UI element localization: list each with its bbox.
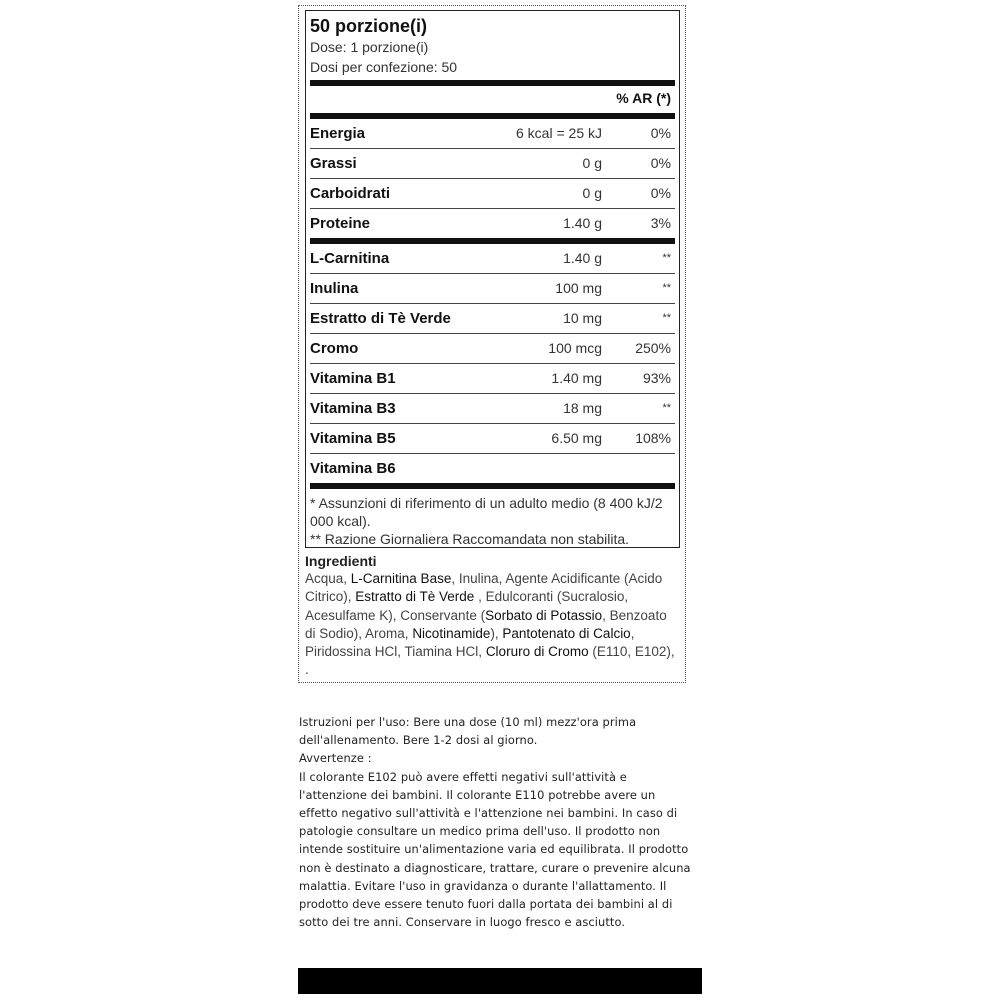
footnote-reference-intake: * Assunzioni di riferimento di un adulto medio (8 400 kJ/2 000 kcal). — [310, 495, 663, 529]
footnotes — [310, 489, 675, 548]
warnings-text: Il colorante E102 può avere effetti negativi sull'attività e l'attenzione dei bambini. Il colorante E110 potrebbe avere un effetto negativo sull'attività e l'attenzione nei bambini. In caso di patologie consultare un medico prima dell'uso. Il prodotto non intende sostituire un'alimentazione varia ed equilibrata. Il prodotto non è destinato a diagnosticare, trattare, curare o prevenire alcuna malattia. Evitare l'uso in gravidanza o durante l'allattamento. Il prodotto deve essere tenuto fuori dalla portata dei bambini al di sotto dei tre anni. Conservare in luogo fresco e asciutto. — [299, 769, 691, 930]
table-row: Carboidrati 0 g 0% — [310, 179, 675, 209]
table-row: Vitamina B3 18 mg ** — [310, 394, 675, 424]
product-info-panel — [298, 5, 686, 683]
ingredients-heading: Ingredienti — [305, 553, 377, 569]
table-row: Energia 6 kcal = 25 kJ 0% — [310, 119, 675, 149]
table-row: Vitamina B5 6.50 mg 108% — [310, 424, 675, 454]
table-row: L-Carnitina 1.40 g ** — [310, 244, 675, 274]
table-row: Proteine 1.40 g 3% — [310, 215, 671, 232]
footer-bar — [298, 968, 702, 994]
doses-per-pack-text: Dosi per confezione: 50 — [310, 59, 458, 75]
usage-instructions: Istruzioni per l'uso: Bere una dose (10 ml) mezz'ora prima dell'allenamento. Bere 1-2 dosi al giorno. — [299, 715, 637, 748]
table-row: Cromo 100 mcg 250% — [310, 334, 675, 364]
ingredients-section — [305, 552, 677, 679]
warnings-heading: Avvertenze : — [299, 751, 372, 766]
footnote-rda: ** Razione Giornaliera Raccomandata non stabilita. — [310, 531, 630, 547]
dose-text: Dose: 1 porzione(i) — [310, 39, 429, 55]
table-row: Inulina 100 mg ** — [310, 274, 675, 304]
instructions-section — [299, 713, 694, 931]
nutrition-facts-table — [305, 10, 680, 548]
table-row: Estratto di Tè Verde 10 mg ** — [310, 304, 675, 334]
ingredient-highlight: Pantotenato di Calcio — [502, 625, 631, 641]
table-row: Vitamina B6 — [310, 460, 396, 477]
ingredient-highlight: Sorbato di Potassio — [485, 607, 603, 623]
ingredient-highlight: L-Carnitina Base — [350, 571, 452, 587]
ingredients-list: Acqua, L-Carnitina Base, Inulina, Agente Acidificante (Acido Citrico), Estratto di Tè Verde , Edulcoranti (Sucralosio, Acesulfame K), Conservante (Sorbato di Potassio, Benzoato di Sodio), Aroma, Nicotinamide), Pantotenato di Calcio, Piridossina HCl, Tiamina HCl, Cloruro di Cromo (E110, E102), . — [305, 571, 675, 678]
ar-column-header: % AR (*) — [616, 90, 671, 106]
table-row: Grassi 0 g 0% — [310, 149, 675, 179]
table-row: Vitamina B1 1.40 mg 93% — [310, 364, 675, 394]
ingredient-highlight: Nicotinamide — [412, 625, 491, 641]
ingredient-highlight: Cloruro di Cromo — [485, 644, 589, 660]
servings-title: 50 porzione(i) — [310, 16, 428, 36]
ingredient-highlight: Estratto di Tè Verde — [355, 589, 475, 605]
